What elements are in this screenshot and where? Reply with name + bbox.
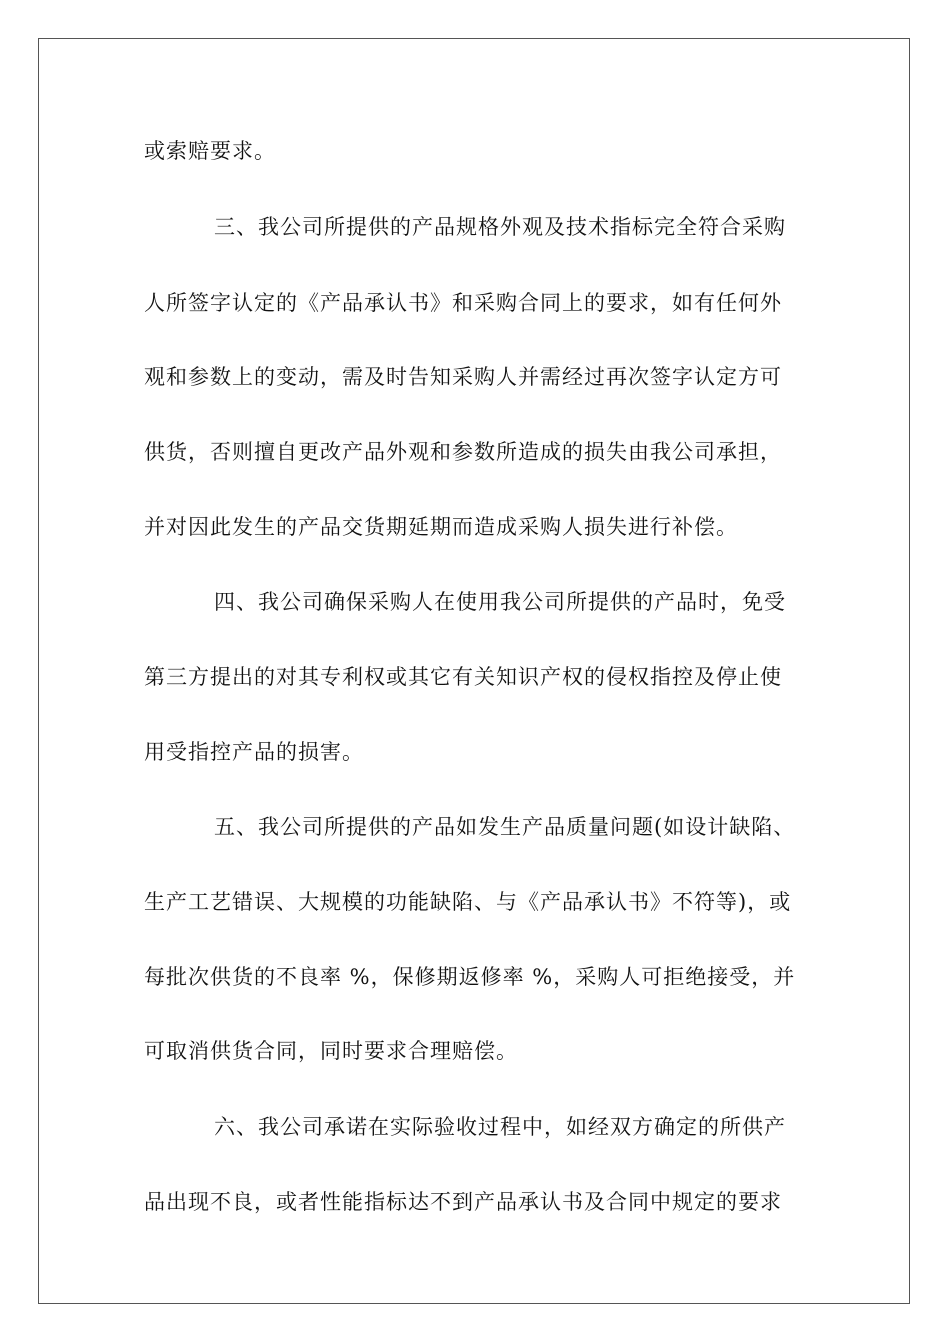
- text-line-4: 观和参数上的变动，需及时告知采购人并需经过再次签字认定方可: [144, 365, 782, 389]
- text-line-8: 第三方提出的对其专利权或其它有关知识产权的侵权指控及停止使: [144, 665, 782, 689]
- text-line-2: 三、我公司所提供的产品规格外观及技术指标完全符合采购: [214, 215, 786, 239]
- text-line-9: 用受指控产品的损害。: [144, 740, 364, 764]
- text-line-6: 并对因此发生的产品交货期延期而造成采购人损失进行补偿。: [144, 515, 738, 539]
- text-line-12: 每批次供货的不良率 %，保修期返修率 %，采购人可拒绝接受，并: [144, 965, 796, 989]
- text-line-3: 人所签字认定的《产品承认书》和采购合同上的要求，如有任何外: [144, 291, 782, 315]
- text-line-10: 五、我公司所提供的产品如发生产品质量问题(如设计缺陷、: [214, 815, 796, 839]
- text-line-15: 品出现不良，或者性能指标达不到产品承认书及合同中规定的要求: [144, 1190, 782, 1214]
- text-line-5: 供货，否则擅自更改产品外观和参数所造成的损失由我公司承担，: [144, 440, 782, 464]
- text-line-1: 或索赔要求。: [144, 139, 276, 163]
- text-line-11: 生产工艺错误、大规模的功能缺陷、与《产品承认书》不符等)，或: [144, 890, 792, 914]
- text-line-7: 四、我公司确保采购人在使用我公司所提供的产品时，免受: [214, 590, 786, 614]
- text-line-13: 可取消供货合同，同时要求合理赔偿。: [144, 1039, 518, 1063]
- text-line-14: 六、我公司承诺在实际验收过程中，如经双方确定的所供产: [214, 1115, 786, 1139]
